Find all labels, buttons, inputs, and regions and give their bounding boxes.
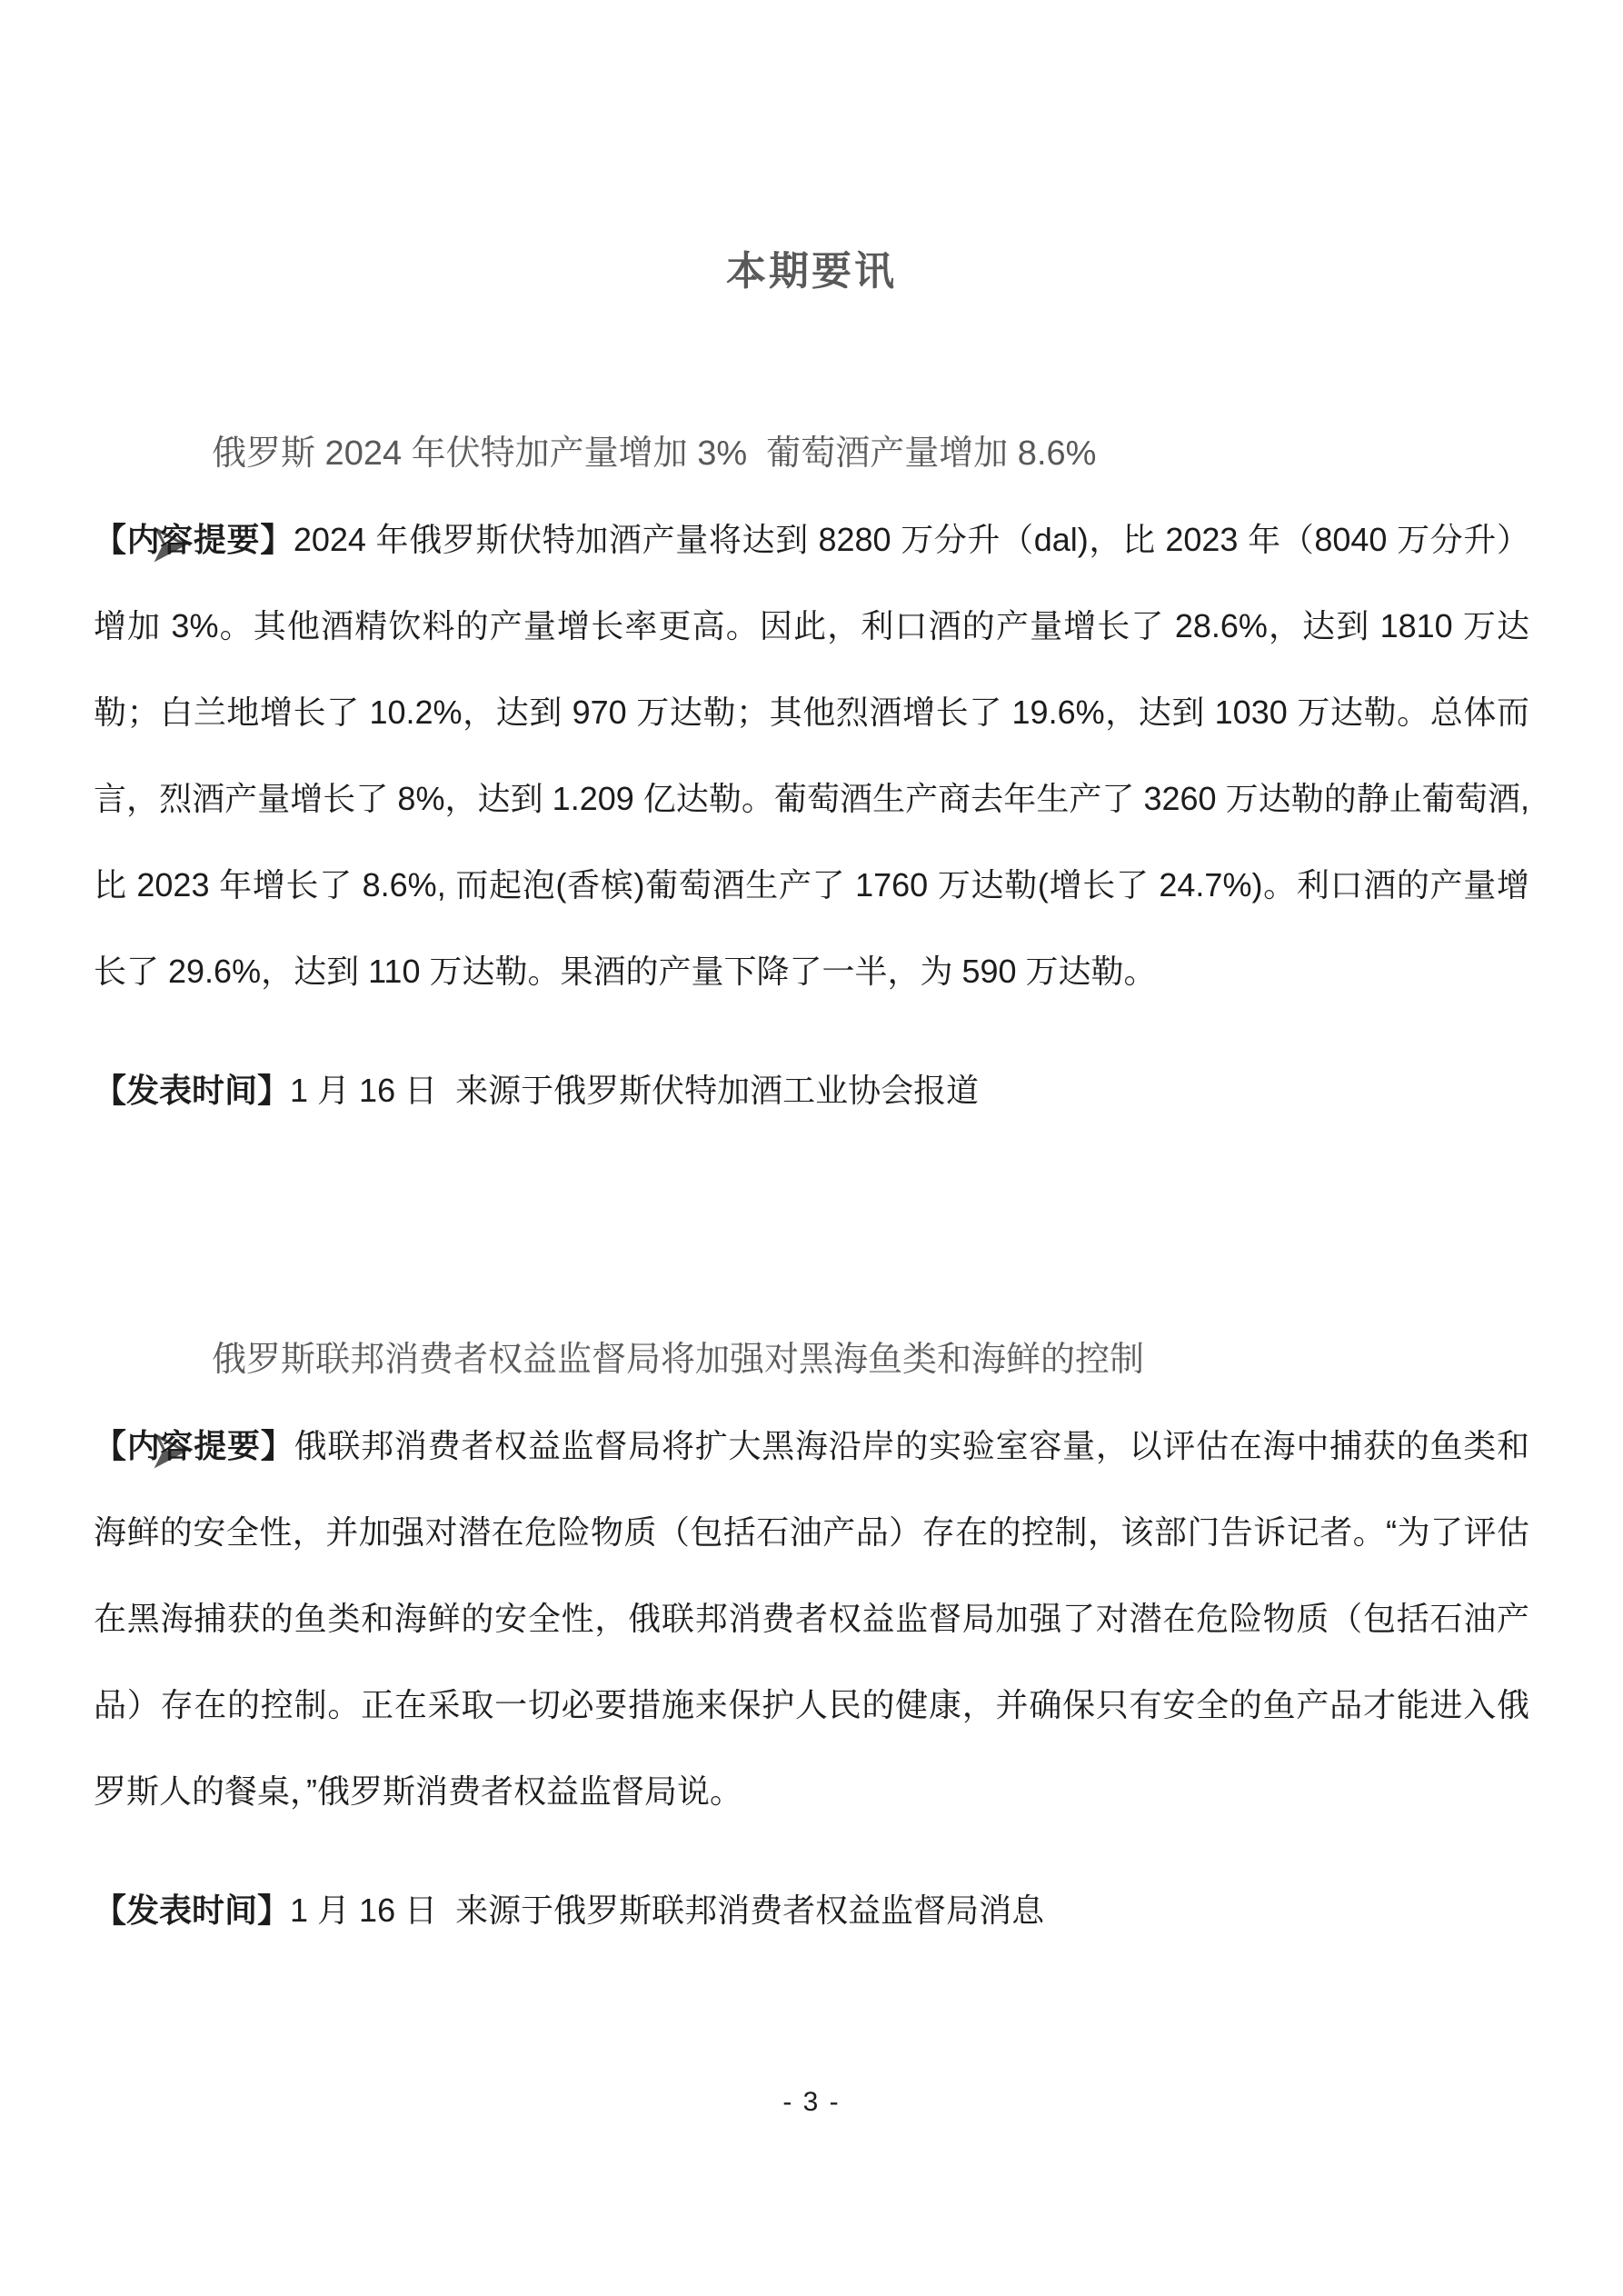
news-item-publish-line [94,1047,1529,1133]
news-item-heading [94,431,1529,476]
page-title: 本期要讯 [726,249,897,294]
news-item-summary [94,1403,1529,1834]
summary-text: 2024 年俄罗斯伏特加酒产量将达到 8280 万分升（dal)，比 2023 年（8040 万分升）增加 3%。其他酒精饮料的产量增长率更高。因此，利口酒的产量增长了 28.6%，达到 1810 万达勒；白兰地增长了 10.2%，达到 970 万达勒；其他烈酒增长了 19.6%，达到 1030 万达勒。总体而言，烈酒产量增长了 8%，达到 1.209 亿达勒。葡萄酒生产商去年生产了 3260 万达勒的静止葡萄酒, 比 2023 年增长了 8.6%, 而起泡(香槟)葡萄酒生产了 1760 万达勒(增长了 24.7%)。利口酒的产量增长了 29.6%，达到 110 万达勒。果酒的产量下降了一半，为 590 万达勒。 [94,521,1529,991]
publish-label: 【发表时间】 [94,1072,291,1110]
summary-label: 【内容提要】 [94,1427,294,1465]
publish-text: 1 月 16 日 来源于俄罗斯联邦消费者权益监督局消息 [290,1892,1045,1930]
publish-label: 【发表时间】 [94,1892,291,1930]
news-item-heading [94,1337,1529,1383]
news-item-publish-line [94,1867,1529,1953]
news-item-vodka-production [94,431,1529,1133]
news-item-heading-text: 俄罗斯 2024 年伏特加产量增加 3% 葡萄酒产量增加 8.6% [212,434,1097,474]
summary-text: 俄联邦消费者权益监督局将扩大黑海沿岸的实验室容量，以评估在海中捕获的鱼类和海鲜的安全性，并加强对潜在危险物质（包括石油产品）存在的控制，该部门告诉记者。“为了评估在黑海捕获的鱼类和海鲜的安全性，俄联邦消费者权益监督局加强了对潜在危险物质（包括石油产品）存在的控制。正在采取一切必要措施来保护人民的健康，并确保只有安全的鱼产品才能进入俄罗斯人的餐桌，”俄罗斯消费者权益监督局说。 [94,1427,1529,1811]
page-content [0,26,1623,1953]
news-item-black-sea-control [94,1337,1529,1953]
arrow-bullet-icon [152,1342,188,1378]
news-item-heading-text: 俄罗斯联邦消费者权益监督局将加强对黑海鱼类和海鲜的控制 [212,1341,1145,1380]
news-item-summary [94,496,1529,1014]
summary-label: 【内容提要】 [94,521,294,559]
page-number: - 3 - [782,2087,841,2117]
arrow-bullet-icon [152,435,188,472]
publish-text: 1 月 16 日 来源于俄罗斯伏特加酒工业协会报道 [290,1072,980,1110]
